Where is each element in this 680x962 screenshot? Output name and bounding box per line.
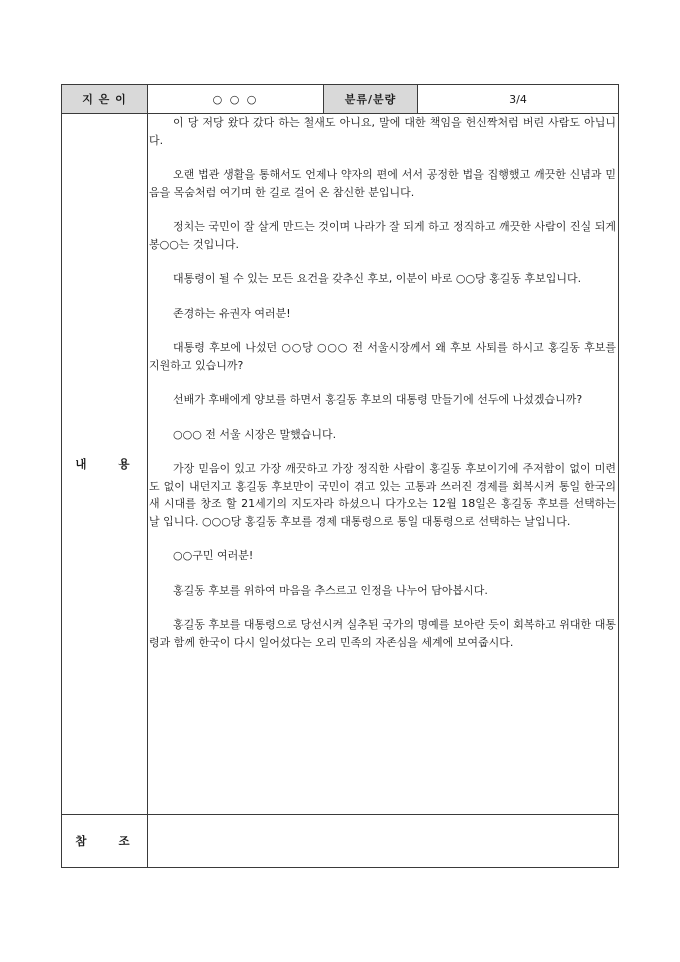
paragraph [149, 582, 616, 600]
paragraph-text: 홍길동 후보를 위하여 마음을 추스르고 인정을 나누어 담아봅시다. [173, 583, 488, 597]
paragraph-text: 가장 믿음이 있고 가장 깨끗하고 가장 정직한 사람이 홍길동 후보이기에 주저함이 없이 미련도 없이 내던지고 홍길동 후보만이 국민이 겪고 있는 고통과 쓰러진 경제를 회복시켜 통일 한국의 새 시대를 창조 할 21세기의 지도자라 하셨으니 다가오는 12월 18일은 홍길동 후보를 선택하는 날 입니다. ○○○당 홍길동 후보를 경제 대통령으로 통일 대통령으로 선택하는 날입니다. [149, 462, 616, 528]
author-value: ○ ○ ○ [148, 85, 324, 114]
paragraph-text: 대통령 후보에 나섰던 ○○당 ○○○ 전 서울시장께서 왜 후보 사퇴를 하시고 홍길동 후보를 지원하고 있습니까? [149, 341, 616, 372]
content-body [148, 114, 619, 815]
content-row [62, 114, 619, 815]
reference-label: 참 조 [62, 815, 148, 868]
paragraph-text: 오랜 법관 생활을 통해서도 언제나 약자의 편에 서서 공정한 법을 집행했고 깨끗한 신념과 믿음을 목숨처럼 여기며 한 길로 걸어 온 참신한 분입니다. [149, 168, 616, 199]
paragraph-text: 홍길동 후보를 대통령으로 당선시켜 실추된 국가의 명예를 보아란 듯이 회복하고 위대한 대통령과 함께 한국이 다시 일어섰다는 오리 민족의 자존심을 세계에 보여줍시다. [149, 618, 616, 649]
paragraph [149, 218, 616, 253]
paragraph-text: 존경하는 유권자 여러분! [173, 306, 291, 320]
paragraph [149, 426, 616, 444]
paragraph [149, 270, 616, 288]
header-row [62, 85, 619, 114]
paragraph-text: 정치는 국민이 잘 살게 만드는 것이며 나라가 잘 되게 하고 정직하고 깨끗한 사람이 진실 되게 봉○○는 것입니다. [149, 220, 616, 251]
category-label: 분류/분량 [324, 85, 418, 114]
content-label: 내 용 [62, 114, 148, 815]
paragraph-text: ○○○ 전 서울 시장은 말했습니다. [173, 427, 337, 441]
author-label: 지 은 이 [62, 85, 148, 114]
paragraph-text: 이 당 저당 왔다 갔다 하는 철새도 아니요, 말에 대한 책임을 헌신짝처럼 버린 사람도 아닙니다. [149, 116, 616, 147]
paragraph [149, 547, 616, 565]
paragraph [149, 305, 616, 323]
paragraph-text: 대통령이 될 수 있는 모든 요건을 갖추신 후보, 이분이 바로 ○○당 홍길동 후보입니다. [173, 272, 582, 285]
reference-row [62, 815, 619, 868]
paragraph [149, 339, 616, 374]
paragraph [149, 391, 616, 409]
category-value: 3/4 [418, 85, 619, 114]
paragraph [149, 166, 616, 201]
paragraph [149, 114, 616, 149]
paragraph [149, 460, 616, 530]
paragraph [149, 616, 616, 651]
document-table [61, 84, 619, 868]
reference-value [148, 815, 619, 868]
paragraph-text: 선배가 후배에게 양보를 하면서 홍길동 후보의 대통령 만들기에 선두에 나섰겠습니까? [173, 393, 583, 406]
paragraph-text: ○○구민 여러분! [173, 549, 254, 562]
